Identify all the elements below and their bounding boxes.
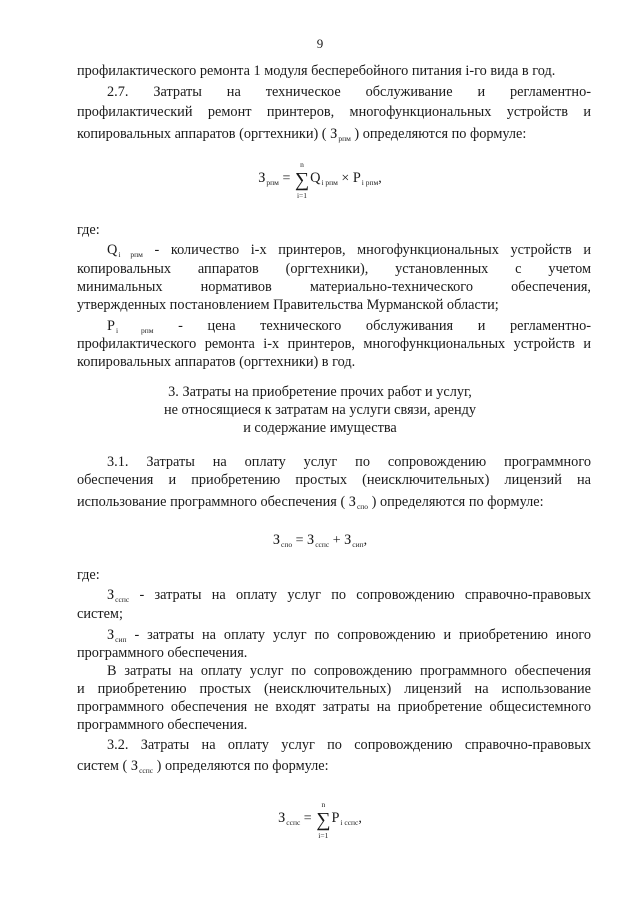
text-fragment: копировальных аппаратов (оргтехники) ( bbox=[77, 126, 327, 142]
definition-p-line: профилактического ремонта i-х принтеров, многофункциональных устройств и bbox=[77, 336, 591, 352]
sum-symbol: ∑ n i=1 bbox=[316, 800, 331, 840]
definition-q-line: $Q_{i рпм}$ - количество i-х принтеров, многофункциональных устройств и bbox=[107, 242, 592, 259]
definition-q-line: минимальных нормативов материально-технического обеспечения, bbox=[77, 279, 591, 295]
paragraph-line: программного обеспечения не входят затраты на приобретение общесистемного bbox=[77, 699, 591, 715]
section-heading: и содержание имущества bbox=[243, 420, 397, 436]
symbol-p-rpm: $P_{i рпм}$ bbox=[107, 318, 154, 335]
formula-z-rpm: $З_{рпм}$ = ∑ n i=1 $Q_{i рпм} \times P_{i рпм}$, bbox=[258, 160, 382, 200]
symbol-z-spo: $З_{спо}$ bbox=[348, 494, 369, 511]
formula-z-sspc: $З_{сспс}$ = ∑ n i=1 $P_{i сспс}$, bbox=[278, 800, 362, 840]
section-3-1-line: 3.1. Затраты на оплату услуг по сопровождению программного bbox=[107, 454, 591, 470]
where-label: где: bbox=[77, 567, 100, 583]
section-2-7-line: 2.7. Затраты на техническое обслуживание и регламентно- bbox=[107, 84, 591, 100]
section-2-7-line bbox=[77, 126, 591, 147]
definition-sip-line: программного обеспечения. bbox=[77, 645, 248, 661]
where-label: где: bbox=[77, 222, 100, 238]
definition-sip-line: $З_{сип}$ - затраты на оплату услуг по сопровождению и приобретению иного bbox=[107, 627, 591, 644]
symbol-z-sip: $З_{сип}$ bbox=[107, 627, 127, 644]
symbol-z-rpm: $З_{рпм}$ bbox=[330, 126, 351, 143]
formula-z-spo: $З_{спо} = З_{сспс} + З_{сип}$, bbox=[272, 532, 368, 549]
section-heading: 3. Затраты на приобретение прочих работ и услуг, bbox=[168, 384, 472, 400]
definition-sspc-line: систем; bbox=[77, 606, 123, 622]
page-number: 9 bbox=[316, 36, 324, 51]
definition-p-line: $P_{i рпм}$ - цена технического обслуживания и регламентно- bbox=[107, 318, 592, 335]
symbol-z-sspc: $З_{сспс}$ bbox=[107, 587, 130, 604]
section-3-1-line: обеспечения и приобретению простых (неисключительных) лицензий на bbox=[77, 472, 591, 488]
sum-symbol: ∑ n i=1 bbox=[294, 160, 310, 200]
definition-q-line: копировальных аппаратов (оргтехники), установленных с учетом bbox=[77, 261, 591, 277]
symbol-q-rpm: $Q_{i рпм}$ bbox=[107, 242, 143, 259]
paragraph-line: и приобретению простых (неисключительных) лицензий на использование bbox=[77, 681, 591, 697]
definition-p-line: копировальных аппаратов (оргтехники) в год. bbox=[77, 354, 356, 370]
section-3-2-line: систем ( $З_{сспс}$ ) определяются по формуле: bbox=[77, 758, 329, 775]
paragraph-line: В затраты на оплату услуг по сопровождению программного обеспечения bbox=[107, 663, 591, 679]
section-3-2-line: 3.2. Затраты на оплату услуг по сопровождению справочно-правовых bbox=[107, 737, 591, 753]
paragraph-line: программного обеспечения. bbox=[77, 717, 248, 733]
section-3-1-line: использование программного обеспечения ( $З_{спо}$ ) определяются по формуле: bbox=[77, 494, 544, 511]
definition-q-line: утвержденных постановлением Правительства Мурманской области; bbox=[77, 297, 499, 313]
text-fragment: ) определяются по формуле: bbox=[354, 126, 527, 142]
section-heading: не относящиеся к затратам на услуги связи, аренду bbox=[163, 402, 477, 418]
section-2-7-line: профилактический ремонт принтеров, многофункциональных устройств и bbox=[77, 104, 591, 120]
symbol-z-sspc: $З_{сспс}$ bbox=[130, 758, 154, 775]
definition-sspc-line: $З_{сспс}$ - затраты на оплату услуг по сопровождению справочно-правовых bbox=[107, 587, 591, 604]
text-line: профилактического ремонта 1 модуля бесперебойного питания i-го вида в год. bbox=[77, 63, 556, 79]
